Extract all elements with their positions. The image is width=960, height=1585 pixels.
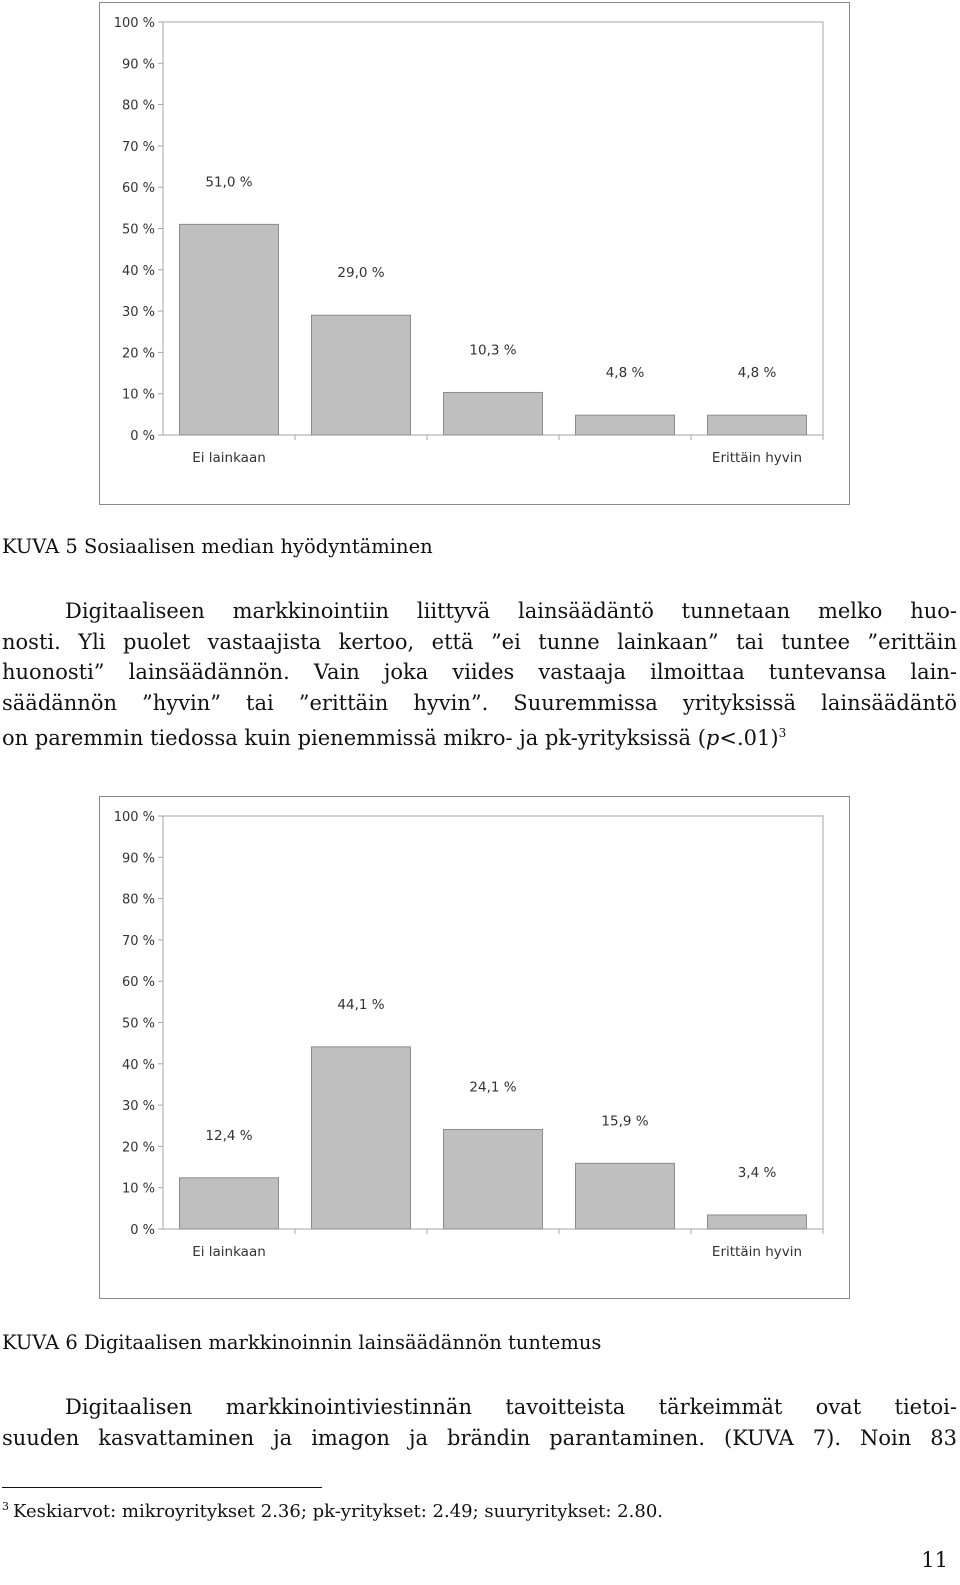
footnote-text: Keskiarvot: mikroyritykset 2.36; pk-yritykset: 2.49; suuryritykset: 2.80. <box>13 1501 663 1522</box>
p-value: <.01) <box>719 726 779 750</box>
y-tick-label: 50 % <box>121 1016 155 1032</box>
paragraph-2 <box>2 1392 957 1453</box>
chart-svg <box>100 797 851 1300</box>
y-tick-label: 60 % <box>121 181 155 197</box>
y-tick-label: 90 % <box>121 57 155 73</box>
bar <box>444 1129 543 1229</box>
bar <box>180 1178 279 1229</box>
paragraph-line: huonosti” lainsäädännön. Vain joka viides vastaaja ilmoittaa tuntevansa lain- <box>2 660 957 684</box>
y-tick-label: 20 % <box>121 1140 155 1156</box>
y-tick-label: 10 % <box>121 1181 155 1197</box>
figure-5-caption: KUVA 5 Sosiaalisen median hyödyntäminen <box>2 535 433 558</box>
chart-social-media-usage <box>99 2 850 505</box>
y-tick-label: 0 % <box>130 429 155 444</box>
paragraph-line: Digitaaliseen markkinointiin liittyvä lainsäädäntö tunnetaan melko huo- <box>65 599 957 623</box>
y-tick-label: 100 % <box>113 16 155 31</box>
data-label: 44,1 % <box>337 996 385 1013</box>
footnote-reference[interactable]: 3 <box>778 726 787 740</box>
paragraph-1 <box>2 596 957 754</box>
data-label: 12,4 % <box>205 1127 253 1144</box>
bar <box>576 1163 675 1229</box>
data-label: 15,9 % <box>601 1113 649 1130</box>
footnote-divider <box>2 1487 322 1488</box>
x-tick-label: Ei lainkaan <box>192 1244 266 1260</box>
bar <box>444 392 543 435</box>
y-tick-label: 60 % <box>121 975 155 991</box>
y-tick-label: 50 % <box>121 222 155 238</box>
paragraph-line: suuden kasvattaminen ja imagon ja brändin parantaminen. (KUVA 7). Noin 83 <box>2 1425 957 1450</box>
data-label: 10,3 % <box>469 342 517 359</box>
y-tick-label: 70 % <box>121 139 155 155</box>
data-label: 29,0 % <box>337 265 385 282</box>
paragraph-line: Digitaalisen markkinointiviestinnän tavoitteista tärkeimmät ovat tietoi- <box>65 1395 957 1419</box>
bar <box>180 224 279 435</box>
y-tick-label: 10 % <box>121 387 155 403</box>
paragraph-line: säädännön ”hyvin” tai ”erittäin hyvin”. Suuremmissa yrityksissä lainsäädäntö <box>2 690 957 715</box>
data-label: 51,0 % <box>205 174 253 191</box>
y-tick-label: 40 % <box>121 263 155 279</box>
y-tick-label: 80 % <box>121 98 155 114</box>
chart-svg <box>100 3 851 506</box>
x-tick-label: Ei lainkaan <box>192 450 266 466</box>
x-tick-label: Erittäin hyvin <box>711 450 803 466</box>
y-tick-label: 20 % <box>121 346 155 362</box>
figure-6-caption: KUVA 6 Digitaalisen markkinoinnin lainsäädännön tuntemus <box>2 1331 602 1354</box>
y-tick-label: 40 % <box>121 1057 155 1073</box>
data-label: 24,1 % <box>469 1079 517 1096</box>
paragraph-text: on paremmin tiedossa kuin pienemmissä mikro- ja pk-yrityksissä ( <box>2 726 706 750</box>
p-value-symbol: p <box>705 726 720 750</box>
y-tick-label: 0 % <box>130 1223 155 1238</box>
paragraph-line-last <box>2 718 957 754</box>
bar <box>708 1215 807 1229</box>
footnote <box>2 1500 663 1522</box>
y-tick-label: 30 % <box>121 1099 155 1115</box>
data-label: 4,8 % <box>605 365 645 382</box>
bar <box>312 315 411 435</box>
y-tick-label: 100 % <box>113 810 155 825</box>
y-tick-label: 70 % <box>121 933 155 949</box>
y-tick-label: 30 % <box>121 305 155 321</box>
data-label: 3,4 % <box>737 1164 777 1181</box>
bar <box>708 415 807 435</box>
y-tick-label: 80 % <box>121 892 155 908</box>
x-tick-label: Erittäin hyvin <box>711 1244 803 1260</box>
paragraph-line: nosti. Yli puolet vastaajista kertoo, että ”ei tunne lainkaan” tai tuntee ”erittäin <box>2 629 957 654</box>
bar <box>312 1047 411 1229</box>
bar <box>576 415 675 435</box>
data-label: 4,8 % <box>737 365 777 382</box>
page-number: 11 <box>921 1548 948 1572</box>
chart-legislation-knowledge <box>99 796 850 1299</box>
y-tick-label: 90 % <box>121 851 155 867</box>
footnote-number: 3 <box>2 1500 9 1513</box>
